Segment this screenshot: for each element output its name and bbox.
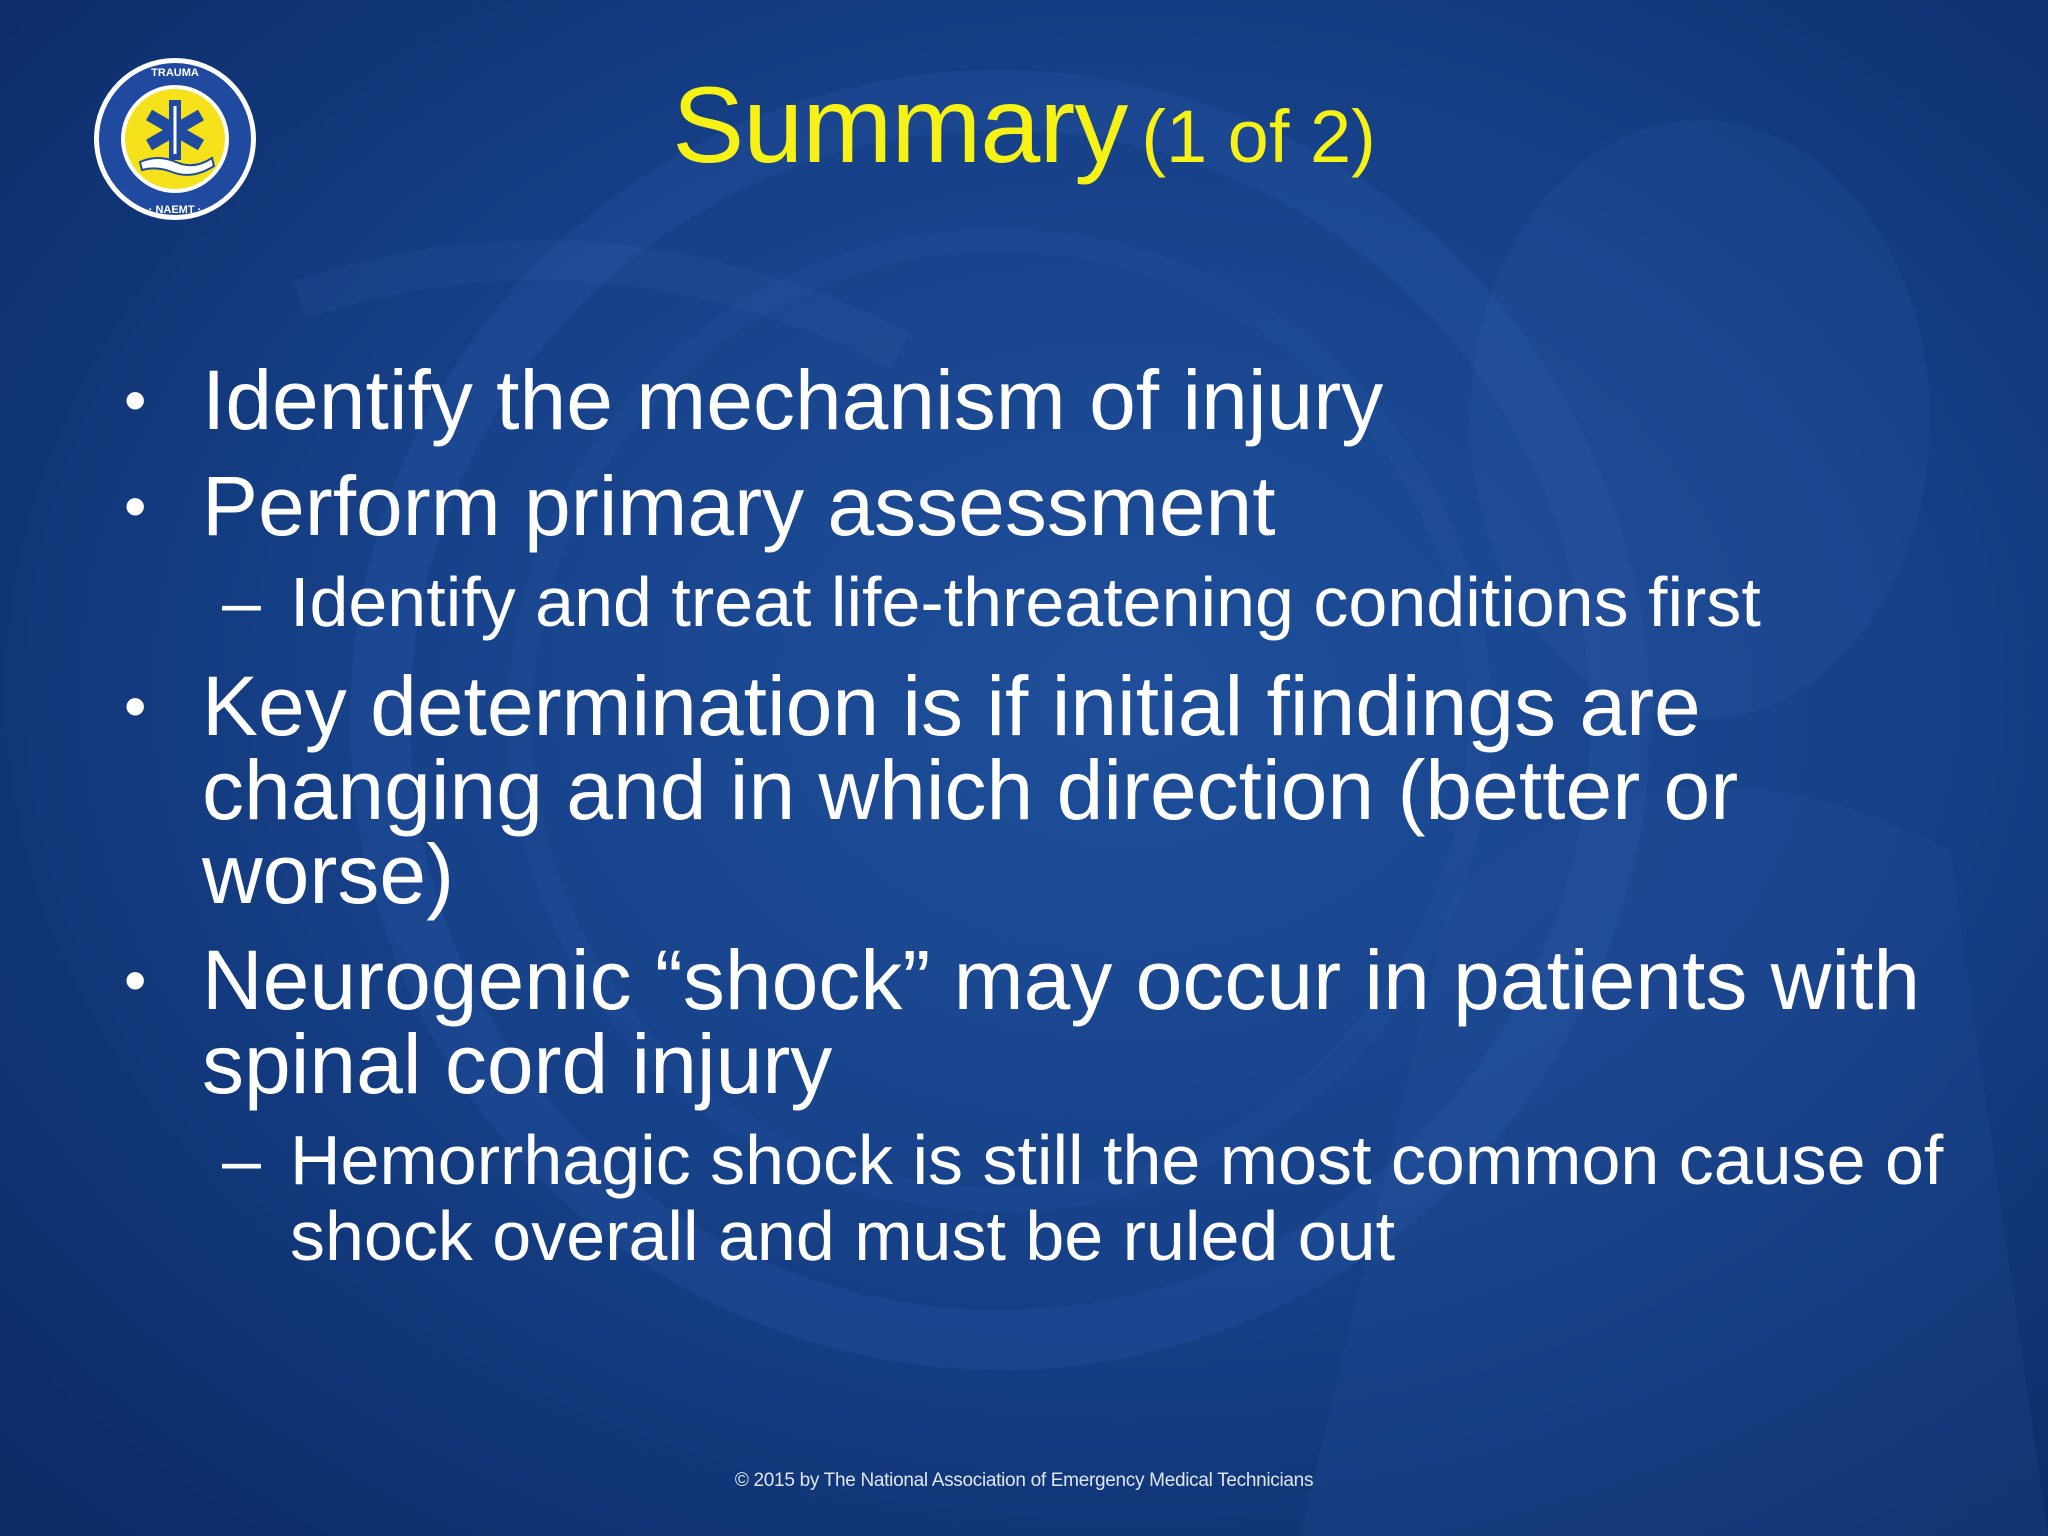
sub-bullet-item: [0, 1122, 2048, 1274]
bullet-text: Key determination is if initial findings are changing and in which direction (better or worse): [202, 659, 1739, 921]
bullet-item: [0, 933, 2048, 1111]
copyright-footer: © 2015 by The National Association of Emergency Medical Technicians: [734, 1470, 1314, 1491]
bullet-text: Identify the mechanism of injury: [202, 353, 1384, 447]
bullet-marker: •: [124, 364, 147, 436]
sub-bullet-item: [0, 564, 2048, 640]
bullet-list: [0, 353, 2048, 1298]
sub-bullet-marker: –: [222, 1121, 261, 1199]
slide-title: [0, 62, 2048, 187]
bullet-marker: •: [124, 944, 147, 1016]
bullet-item: [0, 659, 2048, 921]
sub-bullet-marker: –: [222, 563, 261, 641]
bullet-text: Perform primary assessment: [202, 459, 1276, 553]
bullet-marker: •: [124, 470, 147, 542]
svg-text:TRAUMA: TRAUMA: [151, 67, 199, 79]
sub-bullet-text: Hemorrhagic shock is still the most common cause of shock overall and must be ruled out: [290, 1121, 1944, 1275]
title-main: Summary: [672, 64, 1128, 185]
svg-text:· NAEMT ·: · NAEMT ·: [148, 204, 202, 216]
bullet-item: [0, 459, 2048, 553]
sub-bullet-text: Identify and treat life-threatening conditions first: [290, 563, 1761, 641]
bullet-item: [0, 353, 2048, 447]
bullet-text: Neurogenic “shock” may occur in patients with spinal cord injury: [202, 933, 1921, 1111]
title-subtitle: (1 of 2): [1141, 95, 1376, 178]
bullet-marker: •: [124, 670, 147, 742]
